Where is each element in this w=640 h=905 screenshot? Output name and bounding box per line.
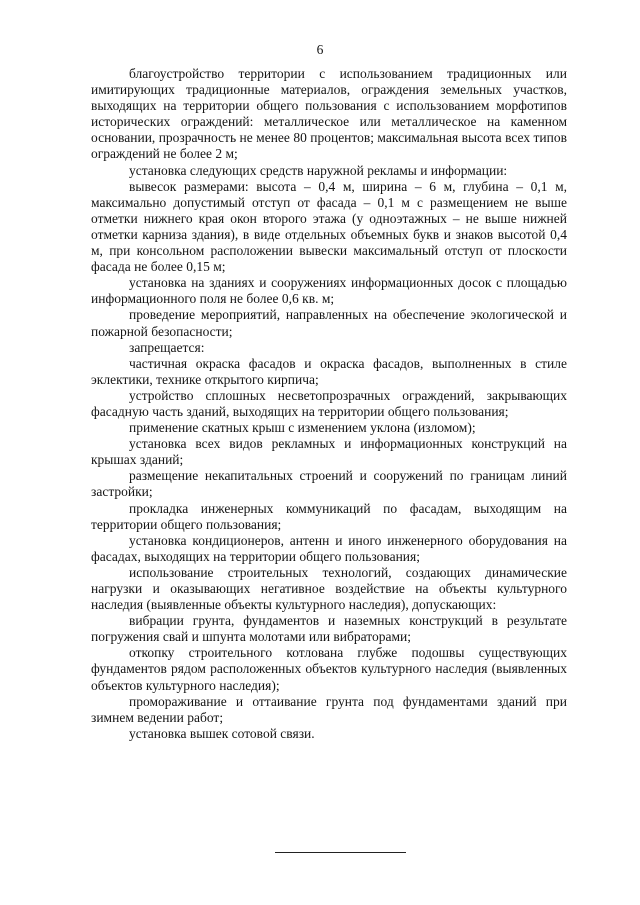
- paragraph: устройство сплошных несветопрозрачных ограждений, закрывающих фасадную часть зданий, выходящих на территории общего пользования;: [91, 387, 567, 419]
- document-body: [91, 66, 567, 742]
- paragraph: частичная окраска фасадов и окраска фасадов, выполненных в стиле эклектики, технике открытого кирпича;: [91, 355, 567, 387]
- paragraph: промораживание и оттаивание грунта под фундаментами зданий при зимнем ведении работ;: [91, 693, 567, 725]
- paragraph: установка на зданиях и сооружениях информационных досок с площадью информационного поля не более 0,6 кв. м;: [91, 275, 567, 307]
- paragraph: вывесок размерами: высота – 0,4 м, ширина – 6 м, глубина – 0,1 м, максимально допустимый отступ от фасада – 0,1 м с размещением не выше отметки нижнего края окон второго этажа (у одноэтажных – не выше нижней отметки карниза здания), в виде отдельных объемных букв и знаков высотой 0,4 м, при консольном расположении вывески максимальный отступ от плоскости фасада не более 0,15 м;: [91, 178, 567, 275]
- paragraph: прокладка инженерных коммуникаций по фасадам, выходящим на территории общего пользования;: [91, 500, 567, 532]
- page-number: 6: [316, 42, 324, 57]
- paragraph: применение скатных крыш с изменением уклона (изломом);: [129, 420, 476, 436]
- paragraph: установка всех видов рекламных и информационных конструкций на крышах зданий;: [91, 436, 567, 468]
- paragraph: использование строительных технологий, создающих динамические нагрузки и оказывающих негативное воздействие на объекты культурного наследия (выявленные объекты культурного наследия), допускающих:: [91, 564, 567, 613]
- paragraph: проведение мероприятий, направленных на обеспечение экологической и пожарной безопасности;: [91, 307, 567, 339]
- paragraph: размещение некапитальных строений и сооружений по границам линий застройки;: [91, 468, 567, 500]
- paragraph: благоустройство территории с использованием традиционных или имитирующих традиционные материалов, ограждения земельных участков, выходящих на территории общего пользования с использованием морфотипов исторических ограждений: металлическое или металлическое на каменном основании, прозрачность не менее 80 процентов; максимальная высота всех типов ограждений не более 2 м;: [91, 66, 567, 162]
- paragraph: установка вышек сотовой связи.: [129, 725, 315, 741]
- end-rule: [275, 852, 406, 853]
- paragraph: установка кондиционеров, антенн и иного инженерного оборудования на фасадах, выходящих на территории общего пользования;: [91, 532, 567, 564]
- paragraph: откопку строительного котлована глубже подошвы существующих фундаментов рядом расположенных объектов культурного наследия (выявленных объектов культурного наследия);: [91, 645, 567, 693]
- paragraph: запрещается:: [129, 339, 205, 355]
- paragraph: вибрации грунта, фундаментов и наземных конструкций в результате погружения свай и шпунта молотами или вибраторами;: [91, 613, 567, 645]
- paragraph: установка следующих средств наружной рекламы и информации:: [129, 162, 508, 178]
